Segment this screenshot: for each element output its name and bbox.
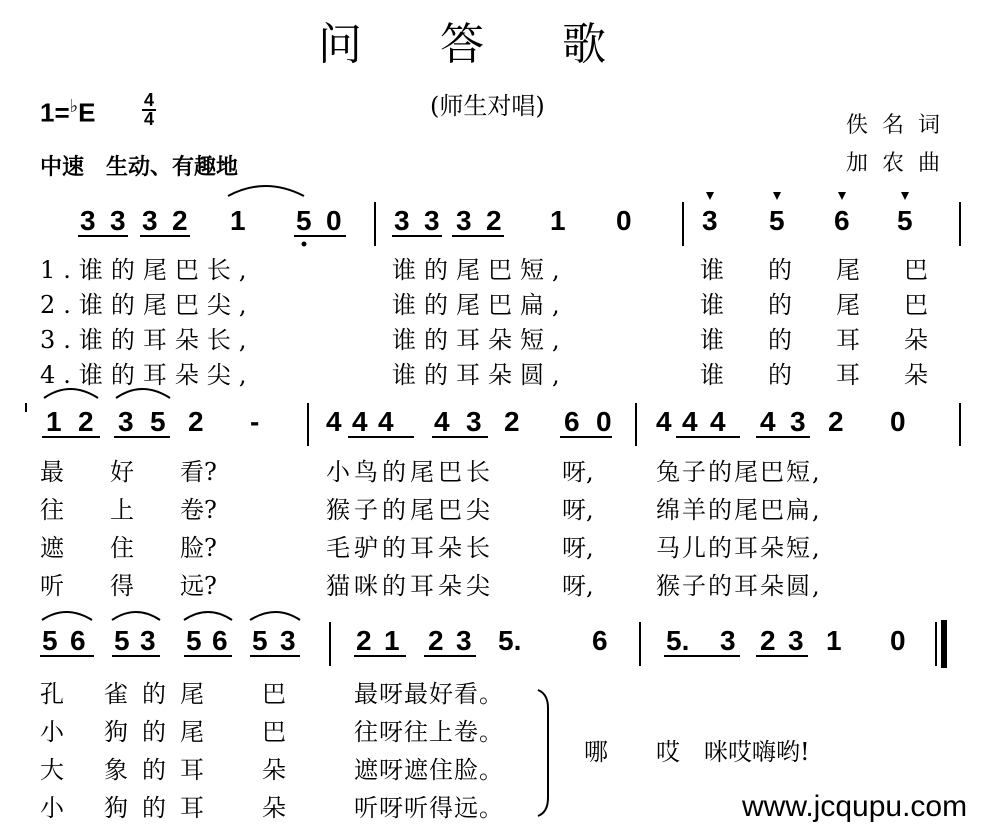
watermark: www.jcqupu.com — [742, 790, 968, 823]
note: 4 — [378, 406, 394, 437]
lyric: 最 — [40, 458, 64, 486]
note: 4 — [682, 406, 698, 437]
lyric: 脸? — [180, 534, 217, 562]
lyric: 象的耳 — [104, 756, 218, 784]
refrain-bracket — [538, 690, 548, 816]
note: 3 — [790, 406, 806, 437]
song-title: 问 答 歌 — [318, 19, 606, 70]
lyric: 上 — [110, 496, 134, 524]
note: 3 — [142, 205, 158, 236]
lyric-line: 谁的耳朵 — [700, 361, 972, 389]
refrain-lyric: 哪 哎 咪哎嗨哟! — [584, 738, 810, 766]
note: 5 — [114, 625, 130, 656]
note: 3 — [280, 625, 296, 656]
slur — [112, 612, 160, 620]
lyric: 听呀听得远。 — [354, 794, 504, 822]
note: 5 — [769, 205, 785, 236]
lyric-line: 谁的尾巴 — [700, 291, 972, 319]
key-note: E — [78, 97, 96, 128]
composer-credit: 加农曲 — [846, 151, 955, 176]
lyric: 听 — [40, 572, 64, 600]
note: 4 — [352, 406, 368, 437]
note: 6 — [592, 625, 608, 656]
note: 1 — [550, 205, 566, 236]
lyric: 雀的尾 — [104, 680, 218, 708]
lyric: 遮 — [40, 534, 64, 562]
note: 3 — [424, 205, 440, 236]
lyric-line: 谁的尾巴扁, — [392, 291, 568, 319]
slur — [42, 612, 92, 620]
lyric-line: 谁的尾巴 — [700, 256, 972, 284]
lyric: 绵羊的尾巴扁, — [656, 496, 822, 524]
key-prefix: 1= — [40, 97, 70, 128]
lyric: 巴 — [262, 718, 286, 746]
accent-mark — [773, 192, 781, 200]
note: 4 — [656, 406, 672, 437]
note: 3 — [118, 406, 134, 437]
octave-dot — [302, 242, 307, 247]
note: 3 — [720, 625, 736, 656]
lyric: 猴子的尾巴尖 — [326, 496, 494, 524]
lyric: 朵 — [262, 756, 286, 784]
lyric-line: 3.谁的耳朵长, — [40, 326, 255, 354]
lyric: 小鸟的尾巴长 — [326, 458, 494, 486]
note: 2 — [828, 406, 844, 437]
note: 3 — [456, 205, 472, 236]
accent-mark — [706, 192, 714, 200]
note: 4 — [326, 406, 342, 437]
slur — [116, 389, 170, 398]
tempo-marking: 中速 生动、有趣地 — [40, 155, 239, 180]
note: 3 — [456, 625, 472, 656]
lyric: 遮呀遮住脸。 — [354, 756, 504, 784]
note: 2 — [428, 625, 444, 656]
note: 1 — [826, 625, 842, 656]
lyric: 看? — [180, 458, 217, 486]
note: 2 — [172, 205, 188, 236]
note: 2 — [486, 205, 502, 236]
note: 5. — [498, 625, 522, 656]
note: 4 — [710, 406, 726, 437]
note: 5 — [296, 205, 312, 236]
note: 2 — [78, 406, 94, 437]
slur — [44, 389, 98, 398]
accent-mark — [838, 192, 846, 200]
note: 5 — [150, 406, 166, 437]
note: 1 — [46, 406, 62, 437]
note: 4 — [434, 406, 450, 437]
note: 0 — [326, 205, 342, 236]
note: 5 — [897, 205, 913, 236]
lyric: 呀, — [562, 572, 594, 600]
note: 0 — [596, 406, 612, 437]
lyric: 孔 — [40, 680, 64, 708]
note: 6 — [212, 625, 228, 656]
note: 3 — [702, 205, 718, 236]
note: 2 — [504, 406, 520, 437]
lyric: 得 — [110, 572, 134, 600]
note: 3 — [140, 625, 156, 656]
accent-mark — [901, 192, 909, 200]
lyric: 马儿的耳朵短, — [656, 534, 822, 562]
lyric: 往 — [40, 496, 64, 524]
lyric: 兔子的尾巴短, — [656, 458, 822, 486]
note: 0 — [616, 205, 632, 236]
lyric: 卷? — [180, 496, 217, 524]
lyric: 住 — [110, 534, 134, 562]
lyric: 猴子的耳朵圆, — [656, 572, 822, 600]
lyric: 猫咪的耳朵尖 — [326, 572, 494, 600]
subtitle: (师生对唱) — [430, 92, 545, 120]
note: 6 — [834, 205, 850, 236]
note: 1 — [230, 205, 246, 236]
lyric-line: 1.谁的尾巴长, — [40, 256, 255, 284]
note: 5 — [252, 625, 268, 656]
note: 6 — [70, 625, 86, 656]
lyric-line: 谁的耳朵短, — [392, 326, 568, 354]
lyric: 远? — [180, 572, 217, 600]
lyric: 呀, — [562, 496, 594, 524]
lyric: 小 — [40, 794, 64, 822]
lyric: 好 — [110, 458, 134, 486]
lyric: 大 — [40, 756, 64, 784]
note: 5. — [666, 625, 690, 656]
note: 5 — [186, 625, 202, 656]
lyricist-credit: 佚名词 — [846, 113, 955, 138]
time-sig-top: 4 — [143, 90, 154, 110]
lyric-line: 2.谁的尾巴尖, — [40, 291, 255, 319]
note: 4 — [760, 406, 776, 437]
slur — [250, 612, 300, 620]
lyric-line: 谁的尾巴短, — [392, 256, 568, 284]
lyric: 巴 — [262, 680, 286, 708]
note: 0 — [890, 625, 906, 656]
note: 3 — [466, 406, 482, 437]
slur — [184, 612, 232, 620]
lyric-line: 谁的耳朵圆, — [392, 361, 568, 389]
lyric: 呀, — [562, 534, 594, 562]
note: - — [250, 406, 260, 437]
note: 1 — [384, 625, 400, 656]
note: 2 — [760, 625, 776, 656]
note: 3 — [788, 625, 804, 656]
lyric: 最呀最好看。 — [354, 680, 504, 708]
lyric-line: 谁的耳朵 — [700, 326, 972, 354]
note: 5 — [42, 625, 58, 656]
lyric-line: 4.谁的耳朵尖, — [40, 361, 255, 389]
time-sig-bottom: 4 — [143, 109, 154, 129]
lyric: 朵 — [262, 794, 286, 822]
lyric: 小 — [40, 718, 64, 746]
lyric: 毛驴的耳朵长 — [326, 534, 494, 562]
note: 6 — [564, 406, 580, 437]
note: 3 — [80, 205, 96, 236]
note: 3 — [394, 205, 410, 236]
lyric: 往呀往上卷。 — [354, 718, 504, 746]
slur — [228, 186, 304, 196]
note: 0 — [890, 406, 906, 437]
flat-sign: ♭ — [69, 96, 79, 116]
lyric: 呀, — [562, 458, 594, 486]
note: 2 — [356, 625, 372, 656]
lyric: 狗的耳 — [104, 794, 218, 822]
note: 3 — [110, 205, 126, 236]
lyric: 狗的尾 — [104, 718, 218, 746]
note: 2 — [188, 406, 204, 437]
